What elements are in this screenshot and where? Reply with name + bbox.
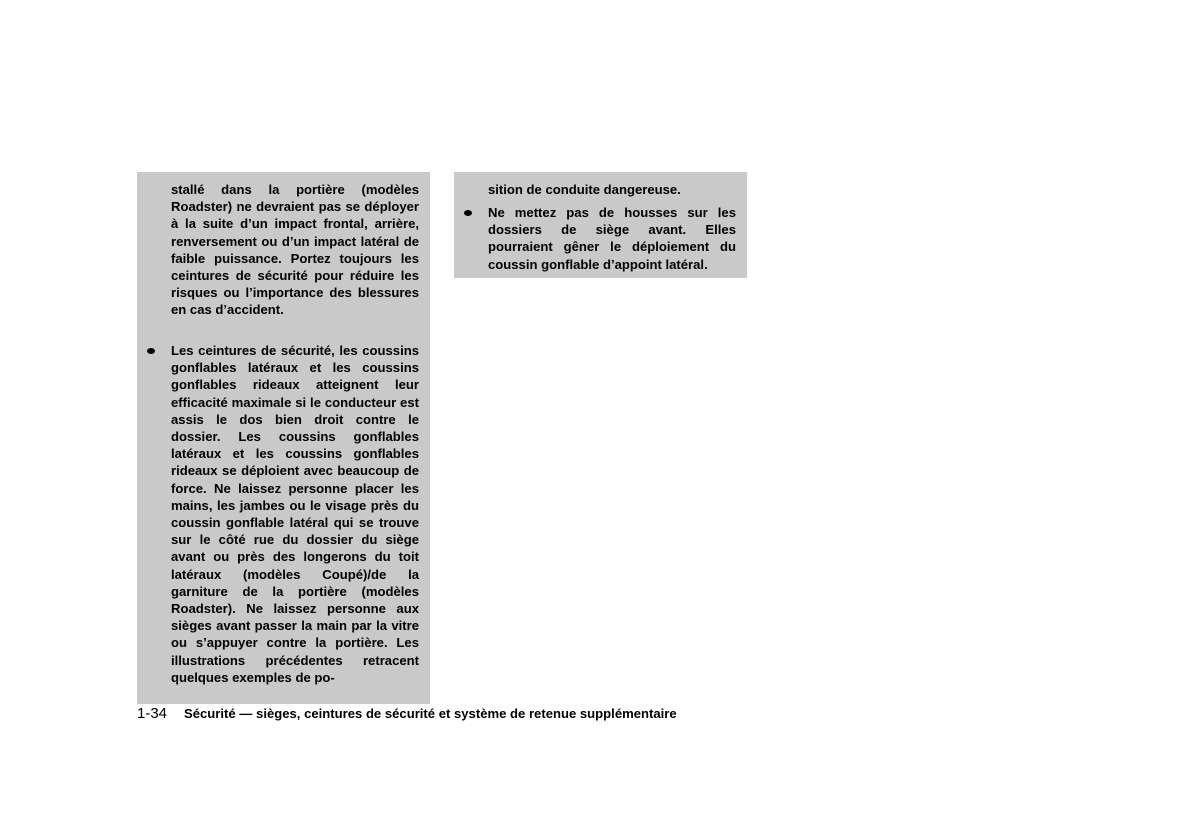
warning-box-right (454, 172, 747, 278)
page-footer (137, 704, 737, 724)
page-number: 1-34 (137, 705, 168, 722)
warning-continued-text: sition de conduite dangereuse. (488, 182, 681, 197)
warning-continued-text: stallé dans la portière (modèles Roadster) ne devraient pas se déployer à la suite d’un impact frontal, arrière, renversement ou d’un impact latéral de faible puissance. Portez toujours les ceintures de sécurité pour réduire les risques ou l’importance des blessures en cas d’accident. (171, 182, 419, 318)
warning-bullet-text: Ne mettez pas de housses sur les dossiers de siège avant. Elles pourraient gêner le déploiement du coussin gonflable d’appoint latéral. (488, 205, 736, 272)
warning-box-left (137, 172, 430, 704)
warning-bullet-text: Les ceintures de sécurité, les coussins gonflables latéraux et les coussins gonflables rideaux atteignent leur efficacité maximale si le conducteur est assis le dos bien droit contre le dossier. Les coussins gonflables latéraux et les coussins gonflables rideaux se déploient avec beaucoup de force. Ne laissez personne placer les mains, les jambes ou le visage près du coussin gonflable latéral qui se trouve sur le côté rue du dossier du siège avant ou près des longerons du toit latéraux (modèles Coupé)/de la garniture de la portière (modèles Roadster). Ne laissez personne aux sièges avant passer la main par la vitre ou s’appuyer contre la portière. Les illustrations précédentes retracent quelques exemples de po- (171, 343, 419, 685)
bullet-icon (147, 348, 155, 354)
section-title: Sécurité — sièges, ceintures de sécurité et système de retenue supplémentaire (184, 706, 677, 721)
bullet-icon (464, 210, 472, 216)
